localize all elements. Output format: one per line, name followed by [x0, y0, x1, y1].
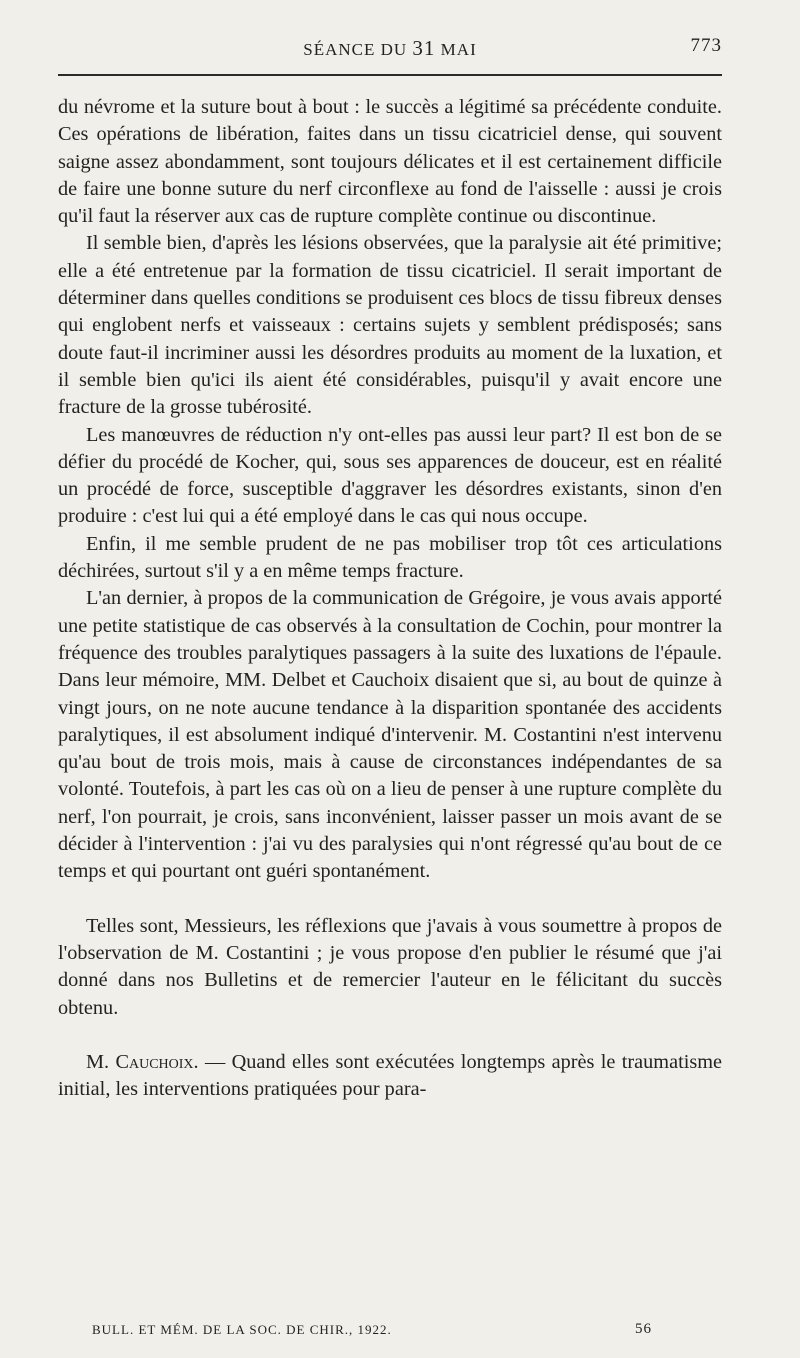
- publication-line: BULL. ET MÉM. DE LA SOC. DE CHIR., 1922.: [92, 1322, 392, 1337]
- paragraph: L'an dernier, à propos de la communication de Grégoire, je vous avais apporté une petite statistique de cas observés à la consultation de Cochin, pour montrer la fréquence des troubles paralytiques passagers à la suite des luxations de l'épaule. Dans leur mémoire, MM. Delbet et Cauchoix disaient que si, au bout de quinze à vingt jours, on ne note aucune tendance à la disparition spontanée des accidents paralytiques, il est absolument indiqué d'intervenir. M. Costantini n'est intervenu qu'au bout de trois mois, mais à cause de circonstances indépendantes de sa volonté. Toutefois, à part les cas où on a lieu de penser à une rupture complète du nerf, l'on pourrait, je crois, sans inconvénient, laisser passer un mois avant de se décider à l'intervention : j'ai vu des paralysies qui n'ont régressé qu'au bout de ce temps et qui pourtant ont guéri spontanément.: [58, 587, 722, 883]
- running-title: [58, 36, 722, 61]
- page-footer: [92, 1322, 652, 1340]
- paragraph-conclusion: Telles sont, Messieurs, les réflexions que j'avais à vous soumettre à propos de l'observation de M. Costantini ; je vous propose d'en publier le résumé que j'ai donné dans nos Bulletins et de remercier l'auteur en le félicitant du succès obtenu.: [58, 914, 722, 1019]
- paragraph: Il semble bien, d'après les lésions observées, que la paralysie ait été primitive; elle a été entretenue par la formation de tissu cicatriciel. Il serait important de déterminer dans quelles conditions se produisent ces blocs de tissu fibreux denses qui englobent nerfs et vaisseaux : certains sujets y semblent prédisposés; sans doute faut-il incriminer aussi les désordres produits au moment de la luxation, et il semble bien qu'ici ils aient été considérables, puisqu'il y avait encore une fracture de la grosse tubérosité.: [58, 232, 722, 419]
- paragraph: Enfin, il me semble prudent de ne pas mobiliser trop tôt ces articulations déchirées, surtout s'il y a en même temps fracture.: [58, 532, 722, 583]
- speaker-name: M. Cauchoix.: [86, 1050, 199, 1073]
- paragraph: Les manœuvres de réduction n'y ont-elles pas aussi leur part? Il est bon de se défier du procédé de Kocher, qui, sous ses apparences de douceur, est en réalité un procédé de force, susceptible d'aggraver les désordres existants, sinon d'en produire : c'est lui qui a été employé dans le cas qui nous occupe.: [58, 423, 722, 528]
- speech-text: — Quand elles sont exécutées longtemps après le traumatisme initial, les interventions pratiquées pour para-: [58, 1050, 723, 1101]
- paragraph-continued: du névrome et la suture bout à bout : le succès a légitimé sa précédente conduite. Ces opérations de libération, faites dans un tissu cicatriciel dense, qui souvent saigne assez abondamment, sont toujours délicates et il est certainement difficile de faire une bonne suture du nerf circonflexe au fond de l'aisselle : aussi je crois qu'il faut la réserver aux cas de rupture complète continue ou discontinue.: [58, 96, 722, 228]
- running-header: [58, 36, 722, 58]
- page-number: 773: [690, 35, 722, 56]
- header-rule: [58, 74, 722, 76]
- body-text: [58, 94, 722, 1103]
- signature-mark: 56: [635, 1321, 652, 1337]
- running-title-day: 31: [412, 36, 436, 60]
- running-title-month: MAI: [440, 40, 477, 59]
- running-title-prefix: SÉANCE DU: [303, 40, 408, 59]
- speech-paragraph: [58, 1049, 722, 1104]
